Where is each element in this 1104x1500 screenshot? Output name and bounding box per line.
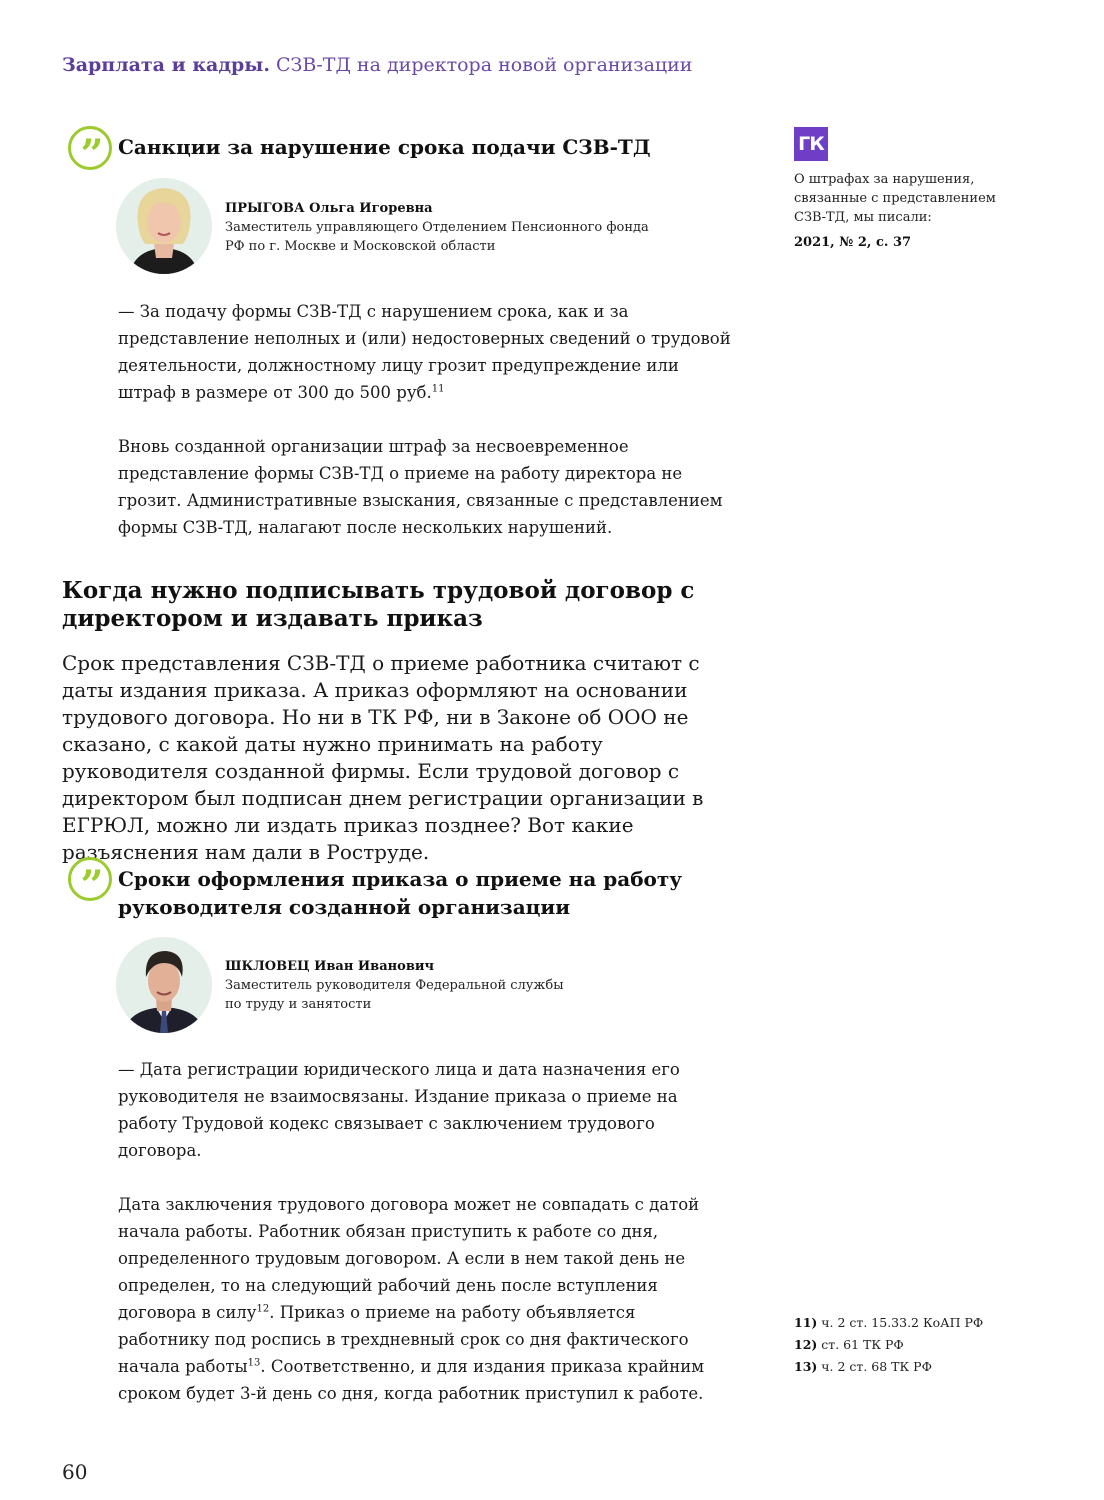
footnote-ref: 13 [247, 1357, 261, 1369]
quote-paragraph-text: Дата заключения трудового договора может не совпадать с датой начала работы. Работник обязан приступить к работе со дня, определенного трудовым договором. А если в нем такой день не определен, то на следующий рабочий день после вступления договора в силу [118, 1195, 700, 1322]
footnote-item [794, 1334, 983, 1356]
man-portrait-icon [116, 937, 212, 1033]
footnote-item [794, 1312, 983, 1334]
section-heading: Когда нужно подписывать трудовой договор с директором и издавать приказ [62, 577, 695, 632]
footnote-number: 13) [794, 1359, 818, 1374]
sidebar-note-text: О штрафах за нарушения, связанные с представлением СЗВ-ТД, мы писали: [794, 172, 996, 225]
avatar [116, 178, 212, 274]
quote-paragraph-text: — За подачу формы СЗВ-ТД с нарушением срока, как и за представление неполных и (или) недостоверных сведений о трудовой деятельности, должностному лицу грозит предупреждение или штраф в размере от 300 до 500 руб. [118, 302, 731, 402]
footnote-text: ч. 2 ст. 68 ТК РФ [821, 1359, 932, 1374]
gk-logo-icon: ГК [794, 127, 828, 161]
footnote-number: 11) [794, 1315, 818, 1330]
page-number: 60 [62, 1460, 88, 1484]
person-name: ПРЫГОВА Ольга Игоревна [225, 201, 433, 216]
person-position: Заместитель управляющего Отделением Пенсионного фонда РФ по г. Москве и Московской области [225, 220, 649, 254]
quote-paragraph-text: . Соответственно, и для издания приказа крайним сроком будет 3-й день со дня, когда работник приступил к работе. [118, 1357, 705, 1403]
footnote-ref: 12 [256, 1303, 270, 1315]
quote-paragraph: Вновь созданной организации штраф за несвоевременное представление формы СЗВ-ТД о приеме на работу директора не грозит. Административные взыскания, связанные с представлением формы СЗВ-ТД, налагают после нескольких нарушений. [118, 437, 723, 537]
page-header [62, 54, 692, 76]
footnote-number: 12) [794, 1337, 818, 1352]
footnote-item [794, 1356, 983, 1378]
quote-text [118, 298, 733, 541]
person-position: Заместитель руководителя Федеральной службы по труду и занятости [225, 978, 564, 1012]
sidebar-reference[interactable]: 2021, № 2, с. 37 [794, 235, 912, 250]
footnotes [794, 1312, 983, 1378]
footnote-text: ч. 2 ст. 15.33.2 КоАП РФ [821, 1315, 984, 1330]
footnote-text: ст. 61 ТК РФ [821, 1337, 904, 1352]
quote-title: Санкции за нарушение срока подачи СЗВ-ТД [118, 135, 651, 159]
woman-portrait-icon [116, 178, 212, 274]
quote-paragraph [118, 298, 733, 406]
person-name: ШКЛОВЕЦ Иван Иванович [225, 959, 435, 974]
quote-paragraph [118, 1191, 728, 1407]
quote-title: Сроки оформления приказа о приеме на работу руководителя созданной организации [118, 867, 683, 919]
quote-text [118, 1056, 728, 1407]
avatar [116, 937, 212, 1033]
header-section: Зарплата и кадры. [62, 54, 270, 76]
quote-icon: ” [68, 857, 112, 901]
footnote-ref: 11 [431, 383, 445, 395]
sidebar-note [794, 170, 1004, 252]
quote-icon: ” [68, 126, 112, 170]
quote-paragraph: — Дата регистрации юридического лица и дата назначения его руководителя не взаимосвязаны. Издание приказа о приеме на работу Трудовой кодекс связывает с заключением трудового договора. [118, 1060, 680, 1160]
header-title: СЗВ-ТД на директора новой организации [276, 54, 693, 76]
quote-paragraph-text: . Приказ о приеме на работу объявляется работнику под роспись в трехдневный срок со дня фактического начала работы [118, 1303, 689, 1376]
lead-paragraph: Срок представления СЗВ-ТД о приеме работника считают с даты издания приказа. А приказ оформляют на основании трудового договора. Но ни в ТК РФ, ни в Законе об ООО не сказано, с какой даты нужно принимать на работу руководителя созданной фирмы. Если трудовой договор с директором был подписан днем регистрации организации в ЕГРЮЛ, можно ли издать приказ позднее? Вот какие разъяснения нам дали в Роструде. [62, 651, 704, 864]
